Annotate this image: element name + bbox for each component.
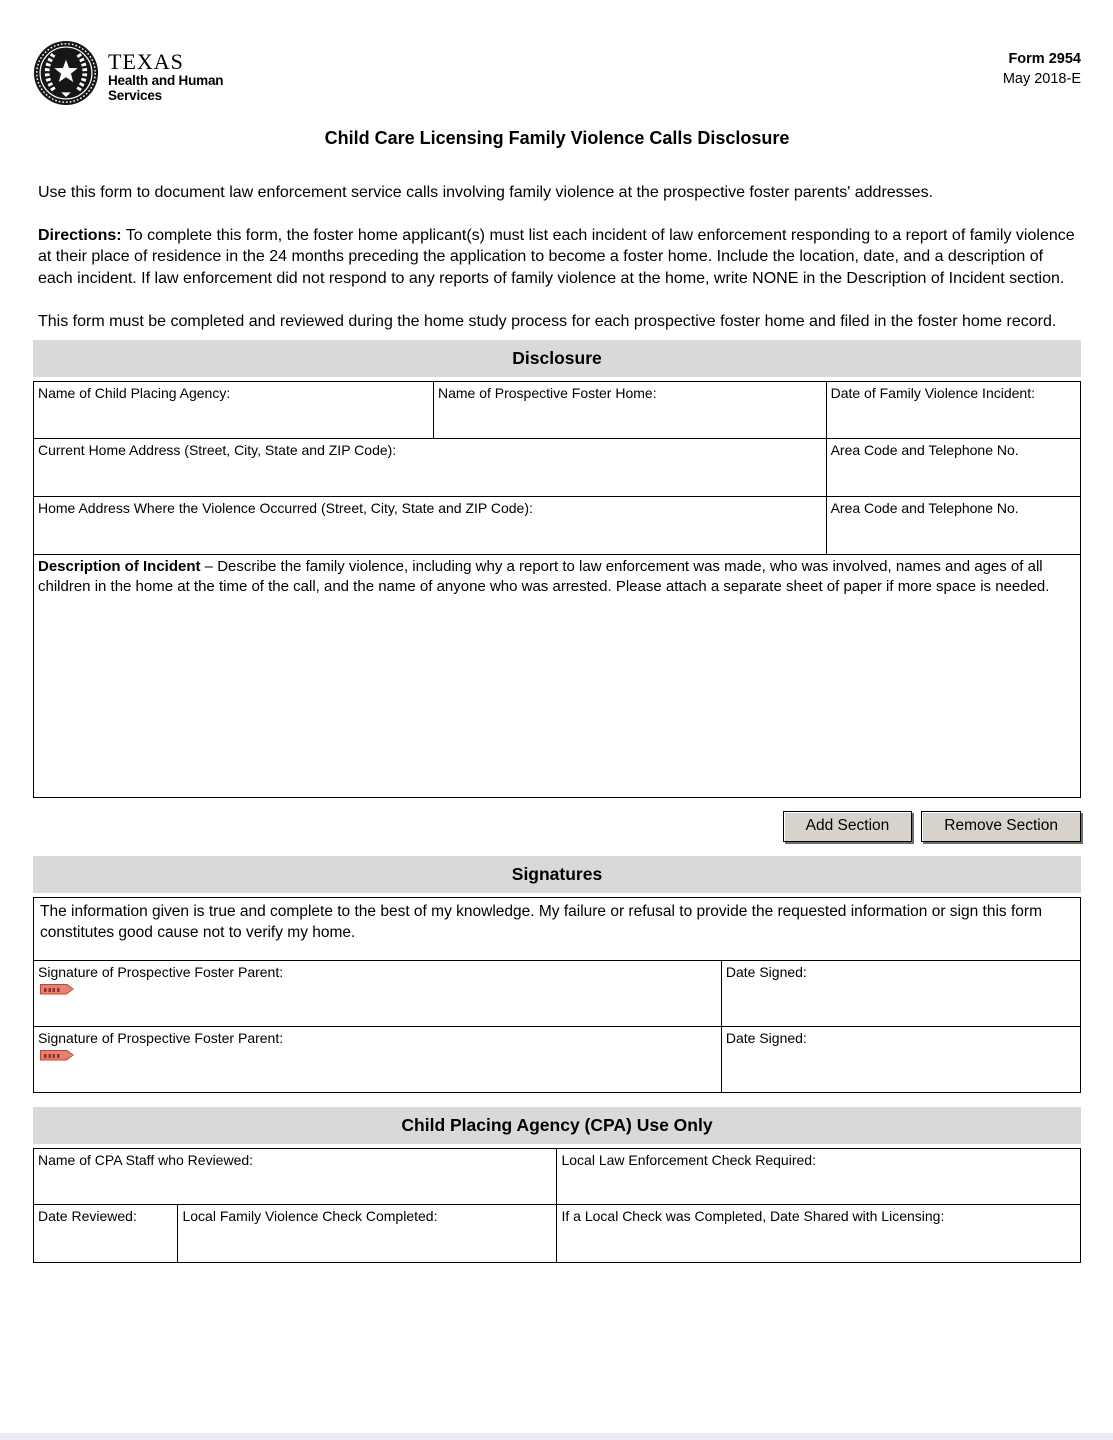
fv-check-completed-field[interactable] — [178, 1204, 557, 1262]
signatures-section-header — [33, 856, 1081, 893]
law-check-required-label: Local Law Enforcement Check Required: — [561, 1151, 816, 1168]
table-row — [34, 1204, 1081, 1262]
page-title: Child Care Licensing Family Violence Calls Disclosure — [324, 128, 790, 148]
agency-name-field[interactable] — [34, 381, 434, 438]
disclosure-section-header — [33, 340, 1081, 377]
section-button-row — [33, 811, 1081, 844]
disclosure-table — [33, 381, 1081, 798]
date-signed-1-field[interactable] — [721, 960, 1080, 1026]
remove-section-button[interactable]: Remove Section — [921, 811, 1081, 842]
current-address-field[interactable] — [34, 438, 827, 496]
incident-date-label: Date of Family Violence Incident: — [830, 384, 1035, 401]
add-section-button[interactable]: Add Section — [783, 811, 913, 842]
sign-here-flag-face — [41, 985, 73, 994]
foster-home-name-field[interactable] — [433, 381, 826, 438]
sign-here-flag-icon[interactable] — [40, 1050, 74, 1061]
cpa-section-header — [33, 1107, 1081, 1144]
disclosure-section-title: Disclosure — [512, 347, 602, 368]
directions-text: To complete this form, the foster home applicant(s) must list each incident of law enforcement responding to a report of family violence at their place of residence in the 24 months preceding the application to become a foster home. Include the location, date, and a description of each incident. If law enforcement did not respond to any reports of family violence at the home, write NONE in the Description of Incident section. — [38, 226, 1075, 287]
signature-1-label: Signature of Prospective Foster Parent: — [38, 963, 284, 980]
table-row — [34, 381, 1081, 438]
incident-date-field[interactable] — [826, 381, 1080, 438]
brand-wordmark: TEXAS — [108, 49, 184, 74]
sign-here-flag-icon[interactable] — [40, 984, 74, 995]
signature-2-field[interactable] — [34, 1026, 722, 1092]
agency-name — [108, 51, 223, 111]
violence-address-label: Home Address Where the Violence Occurred (Street, City, State and ZIP Code): — [38, 499, 533, 516]
signature-2-label: Signature of Prospective Foster Parent: — [38, 1029, 284, 1046]
table-row — [34, 1026, 1081, 1092]
violence-address-field[interactable] — [34, 496, 827, 554]
signatures-table — [33, 897, 1081, 1093]
signature-statement: The information given is true and complete to the best of my knowledge. My failure or refusal to provide the requested information or sign this form constitutes good cause not to verify my home. — [34, 897, 1081, 960]
agency-name-label: Name of Child Placing Agency: — [38, 384, 231, 401]
form-number-block — [1003, 49, 1081, 89]
form-number: Form 2954 — [1008, 51, 1081, 67]
filing-note-paragraph: This form must be completed and reviewed during the home study process for each prospective foster home and filed in the foster home record. — [38, 313, 1057, 330]
date-signed-2-label: Date Signed: — [725, 1029, 807, 1046]
brand-line1: Health and Human — [108, 73, 224, 88]
directions-paragraph — [33, 225, 1081, 290]
form-revision: May 2018-E — [1002, 71, 1081, 87]
page-header — [33, 40, 1081, 111]
date-signed-1-label: Date Signed: — [725, 963, 807, 980]
description-hint: – Describe the family violence, including why a report to law enforcement was made, who was involved, names and ages of all children in the home at the time of the call, and the name of anyone who was arrested. Please attach a separate sheet of paper if more space is needed. — [38, 557, 1050, 595]
date-shared-field[interactable] — [557, 1204, 1081, 1262]
sign-here-flag-text — [44, 988, 61, 992]
current-phone-label: Area Code and Telephone No. — [830, 441, 1019, 458]
agency-logo — [33, 40, 223, 111]
date-reviewed-label: Date Reviewed: — [38, 1207, 137, 1224]
sign-here-flag-face — [41, 1051, 73, 1060]
date-shared-label: If a Local Check was Completed, Date Shared with Licensing: — [561, 1207, 945, 1224]
fv-check-completed-label: Local Family Violence Check Completed: — [182, 1207, 438, 1224]
table-row — [34, 554, 1081, 797]
directions-label: Directions: — [38, 226, 122, 244]
violence-phone-field[interactable] — [826, 496, 1080, 554]
signatures-section-title: Signatures — [511, 863, 603, 884]
incident-description-field[interactable] — [34, 554, 1081, 797]
violence-phone-label: Area Code and Telephone No. — [830, 499, 1019, 516]
sign-here-flag-text — [44, 1054, 61, 1058]
date-signed-2-field[interactable] — [721, 1026, 1080, 1092]
description-label: Description of Incident — [38, 557, 201, 575]
cpa-section-title: Child Placing Agency (CPA) Use Only — [401, 1114, 713, 1135]
page-bottom-edge — [0, 1433, 1113, 1440]
cpa-table — [33, 1148, 1081, 1263]
cpa-reviewer-field[interactable] — [34, 1148, 557, 1204]
table-row — [34, 496, 1081, 554]
cpa-reviewer-label: Name of CPA Staff who Reviewed: — [38, 1151, 254, 1168]
current-address-label: Current Home Address (Street, City, State and ZIP Code): — [38, 441, 397, 458]
texas-state-seal-icon — [33, 40, 99, 111]
signature-1-field[interactable] — [34, 960, 722, 1026]
table-row — [34, 960, 1081, 1026]
law-check-required-field[interactable] — [557, 1148, 1081, 1204]
brand-line2: Services — [108, 88, 162, 103]
current-phone-field[interactable] — [826, 438, 1080, 496]
table-row — [34, 897, 1081, 960]
table-row — [34, 438, 1081, 496]
purpose-paragraph: Use this form to document law enforcement service calls involving family violence at the prospective foster parents' addresses. — [38, 184, 934, 201]
date-reviewed-field[interactable] — [34, 1204, 178, 1262]
foster-home-name-label: Name of Prospective Foster Home: — [437, 384, 657, 401]
table-row — [34, 1148, 1081, 1204]
